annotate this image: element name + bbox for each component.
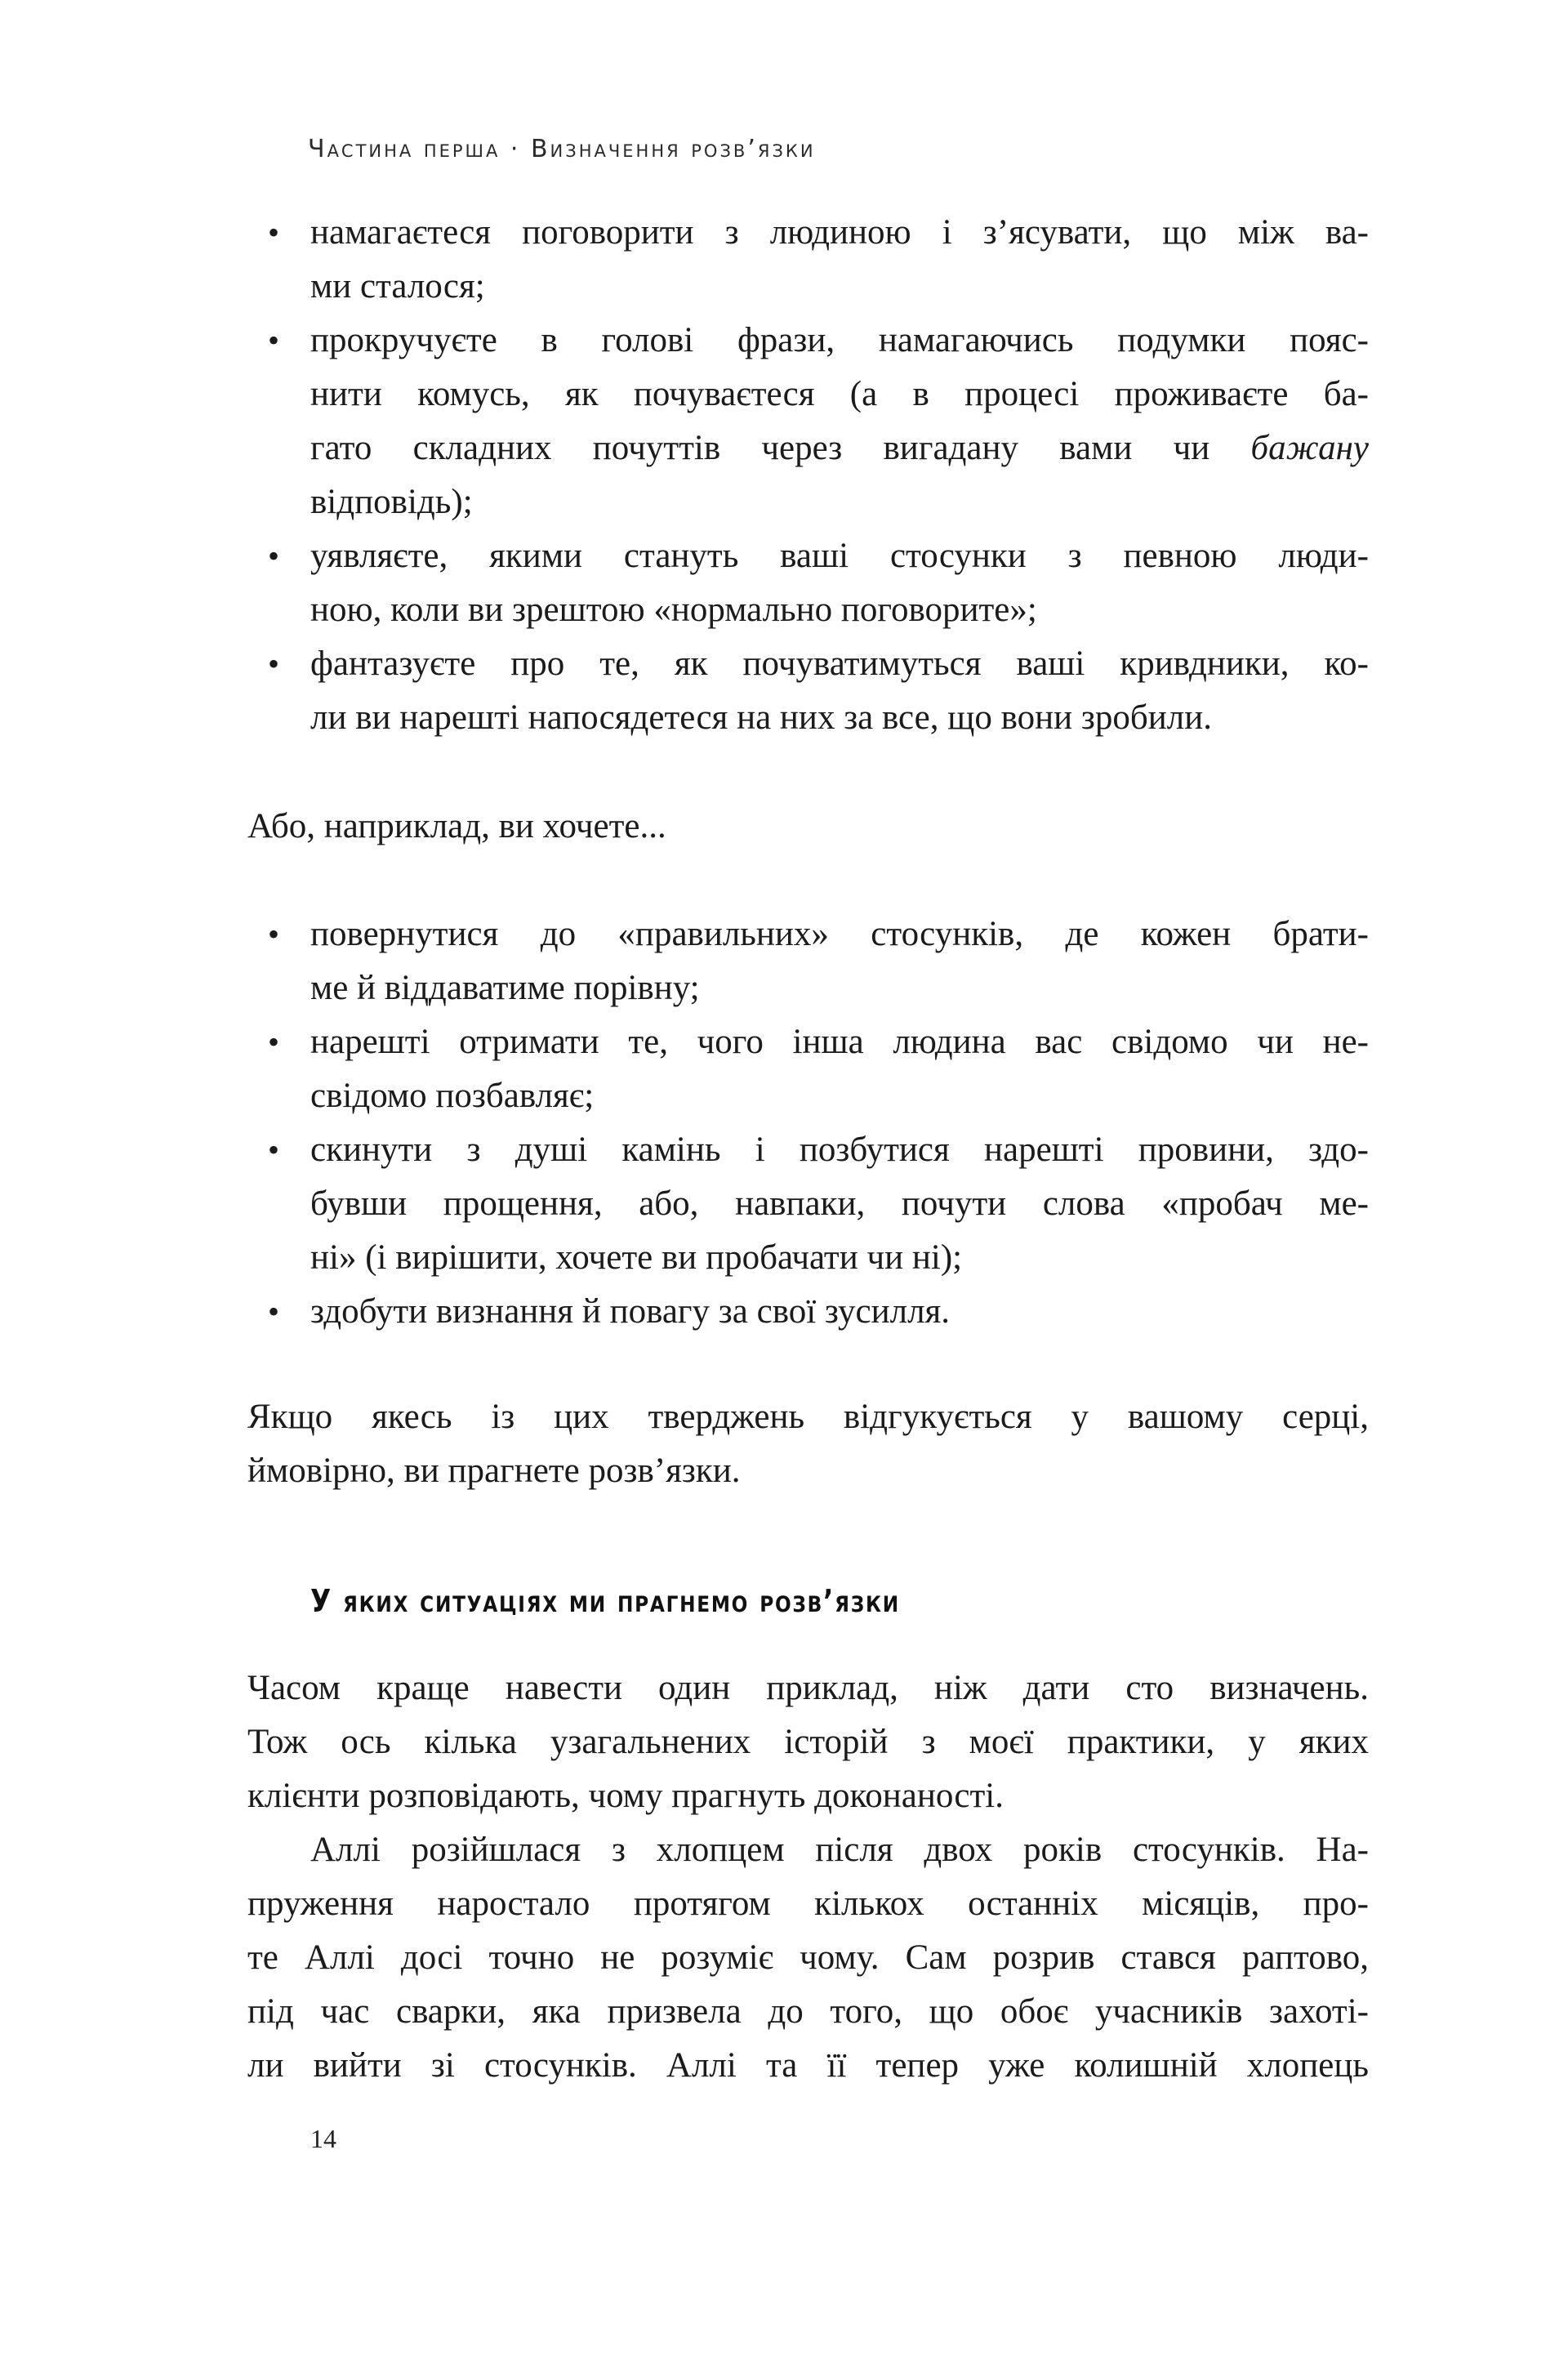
text-line: ймовірно, ви прагнете розв’язки. <box>247 1452 741 1490</box>
text-line: під час сварки, яка призвела до того, що обоє учасників захоті- <box>247 1992 1369 2031</box>
text-line: Тож ось кілька узагальнених історій з моєї практики, у яких <box>247 1723 1369 1761</box>
text-line: Часом краще навести один приклад, ніж дати сто визначень. <box>247 1669 1369 1707</box>
text-line: ми сталося; <box>310 267 485 306</box>
bullet-list-feelings <box>267 206 1369 745</box>
list-item <box>267 1285 1369 1339</box>
paragraph-section-intro <box>247 1661 1369 2093</box>
list-item <box>267 908 1369 1015</box>
bullet-icon: • <box>267 322 279 359</box>
text-line: ною, коли ви зрештою «нормально поговорите»; <box>310 591 1037 629</box>
bullet-icon: • <box>267 537 279 574</box>
bullet-icon: • <box>267 214 279 251</box>
page-number: 14 <box>310 2124 336 2153</box>
list-item <box>267 529 1369 637</box>
text-line: прокручуєте в голові фрази, намагаючись подумки пояс- <box>310 321 1369 359</box>
text-line: Якщо якесь із цих тверджень відгукується у вашому серці, <box>247 1398 1369 1436</box>
bullet-icon: • <box>267 1131 279 1168</box>
text-line: нити комусь, як почуваєтеся (а в процесі проживаєте ба- <box>310 375 1369 413</box>
text-line <box>310 421 1369 475</box>
bullet-icon: • <box>267 645 279 682</box>
text-line: ли вийти зі стосунків. Аллі та її тепер уже колишній хлопець <box>247 2046 1369 2085</box>
text-line: нарешті отримати те, чого інша людина вас свідомо чи не- <box>310 1023 1369 1061</box>
text-line: те Аллі досі точно не розуміє чому. Сам розрив стався раптово, <box>247 1938 1369 1977</box>
running-head: Частина перша · Визначення розв’язки <box>308 135 816 163</box>
text-line: Або, наприклад, ви хочете... <box>247 807 666 845</box>
list-item <box>267 206 1369 314</box>
text-line: уявляєте, якими стануть ваші стосунки з певною люди- <box>310 537 1369 575</box>
text-fragment: гато складних почуттів через вигадану вами чи <box>310 429 1251 467</box>
text-line: ні» (і вирішити, хочете ви пробачати чи ні); <box>310 1238 963 1277</box>
text-line: ме й віддаватиме порівну; <box>310 969 700 1007</box>
text-line: скинути з душі камінь і позбутися нарешті провини, здо- <box>310 1131 1369 1169</box>
bullet-icon: • <box>267 916 279 952</box>
bullet-icon: • <box>267 1024 279 1060</box>
text-line: свідомо позбавляє; <box>310 1077 595 1115</box>
list-item <box>267 1015 1369 1123</box>
text-line: намагаєтеся поговорити з людиною і з’ясувати, що між ва- <box>310 213 1369 252</box>
text-line: пруження наростало протягом кількох останніх місяців, про- <box>247 1884 1369 1923</box>
section-heading: У яких ситуаціях ми прагнемо розв’язки <box>310 1583 900 1619</box>
list-item <box>267 314 1369 529</box>
text-line: повернутися до «правильних» стосунків, де кожен брати- <box>310 915 1369 953</box>
list-item <box>267 637 1369 745</box>
text-line: ли ви нарешті напосядетеся на них за все, що вони зробили. <box>310 698 1212 737</box>
italic-emphasis: бажану <box>1250 429 1369 467</box>
text-line: Аллі розійшлася з хлопцем після двох років стосунків. На- <box>310 1831 1369 1869</box>
text-line: здобути визнання й повагу за свої зусилля. <box>310 1292 951 1331</box>
text-line: клієнти розповідають, чому прагнуть доконаності. <box>247 1777 1004 1815</box>
bullet-icon: • <box>267 1293 279 1330</box>
text-line: фантазуєте про те, як почуватимуться ваші кривдники, ко- <box>310 645 1369 683</box>
list-item <box>267 1123 1369 1285</box>
text-line: бувши прощення, або, навпаки, почути слова «пробач ме- <box>310 1184 1369 1223</box>
paragraph-conclusion <box>247 1390 1369 1498</box>
paragraph-intro <box>247 800 1369 854</box>
bullet-list-wants <box>267 908 1369 1339</box>
text-line: відповідь); <box>310 483 473 521</box>
